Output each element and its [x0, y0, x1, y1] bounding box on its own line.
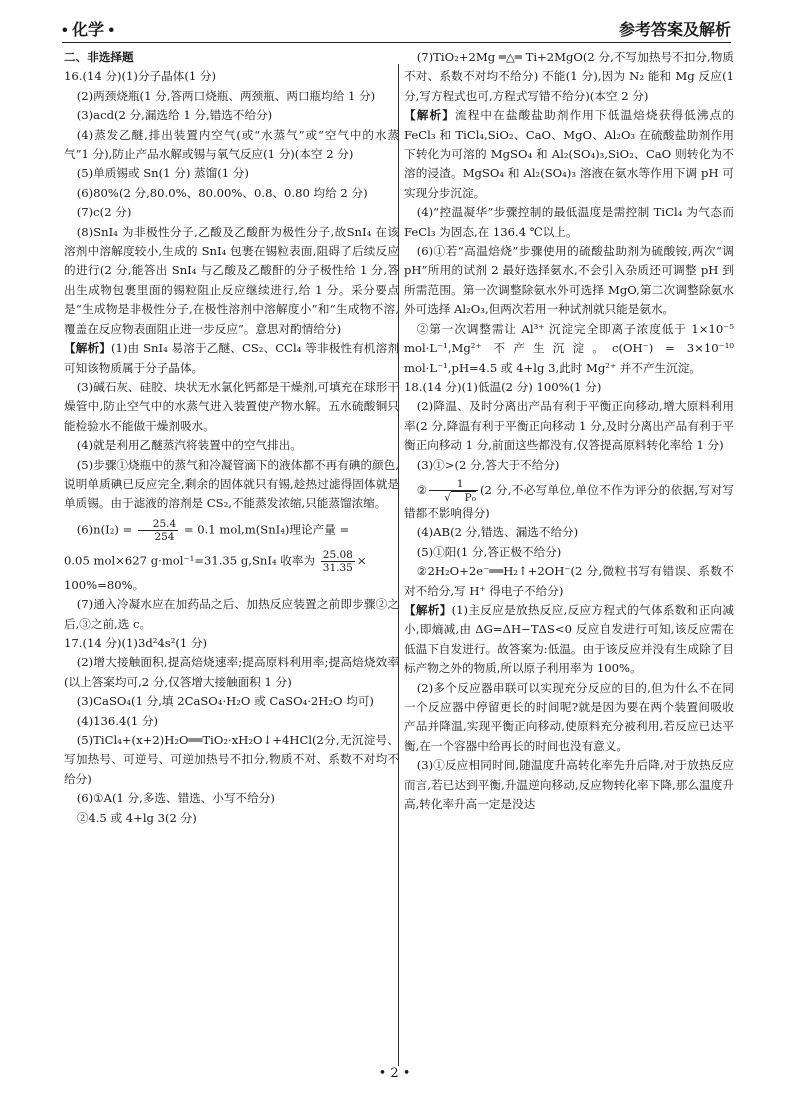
- q17-analysis-6b: ②第一次调整需让 Al³⁺ 沉淀完全即离子浓度低于 1×10⁻⁵ mol·L⁻¹,Mg²⁺ 不产生沉淀。c(OH⁻) = 3×10⁻¹⁰ mol·L⁻¹,pH=4.5 或 4+lg 3,此时 Mg²⁺ 并不产生沉淀。: [404, 321, 734, 375]
- q17-part6b: ②4.5 或 4+lg 3(2 分): [76, 810, 197, 825]
- fraction-1-den: 254: [154, 530, 175, 543]
- analysis-label: 【解析】: [64, 342, 111, 356]
- q18-head: 18.(14 分)(1)低温(2 分) 100%(1 分): [404, 379, 602, 394]
- fraction-1-num: 25.4: [138, 518, 178, 531]
- page-header: [62, 14, 731, 42]
- q18-part5b: ②2H₂O+2e⁻══H₂↑+2OH⁻(2 分,微粒书写有错误、系数不对不给分,写 H⁺ 得电子不给分): [404, 564, 734, 598]
- q16-jx6-a: (6)n(I₂) =: [76, 522, 133, 537]
- q18-part4: (4)AB(2 分,错选、漏选不给分): [416, 525, 579, 540]
- q18-part3b: [404, 478, 734, 523]
- fraction-2-den: 31.35: [322, 561, 353, 574]
- q16-analysis-5: (5)步骤①烧瓶中的蒸气和冷凝管滴下的液体都不再有碘的颜色,说明单质碘已反应完全,剩余的固体就只有锡,趁热过滤得固体就是单质锡。由于滤液的溶剂是 CS₂,不能蒸发浓缩,只能蒸馏浓缩。: [64, 457, 399, 511]
- q17-analysis-1-text: 流程中在盐酸盐助剂作用下低温焙烧获得低沸点的 FeCl₃ 和 TiCl₄,SiO₂、CaO、MgO、Al₂O₃ 在硫酸盐助剂作用下转化为可溶的 MgSO₄ 和 Al₂(SO₄)₃,SiO₂、CaO 则转化为不溶的浸渣。MgSO₄ 和 Al₂(SO₄)₃ 溶液在氨水等作用下调 pH 可实现分步沉淀。: [404, 108, 734, 200]
- q17-part7: (7)TiO₂+2Mg ═△═ Ti+2MgO(2 分,不写加热号不扣分,物质不对、系数不对均不给分) 不能(1 分),因为 N₂ 能和 Mg 反应(1 分,写方程式也可,方程式写错不给分)(本空 2 分): [404, 50, 734, 103]
- q17-analysis-4: (4)“控温凝华”步骤控制的最低温度是需控制 TiCl₄ 为气态而 FeCl₃ 为固态,在 136.4 ℃以上。: [404, 205, 734, 239]
- q16-part5: (5)单质锡或 Sn(1 分) 蒸馏(1 分): [76, 166, 249, 181]
- subject-label: • 化学 •: [62, 21, 115, 39]
- fraction-3-num: 1: [429, 478, 477, 491]
- left-column: [64, 48, 399, 828]
- q16-part7: (7)c(2 分): [76, 205, 132, 220]
- q17-part6: (6)①A(1 分,多选、错选、小写不给分): [76, 791, 275, 806]
- q18-analysis-1-text: (1)主反应是放热反应,反应方程式的气体系数和正向减小,即熵减,由 ΔG=ΔH−TΔS<0 反应自发进行可知,该反应需在低温下自发进行。故答案为:低温。由于该反应并没有生成除了目标产物之外的物质,所以原子利用率为 100%。: [404, 602, 734, 676]
- q16-jx6-d: ×: [356, 553, 367, 568]
- fraction-3: [429, 478, 477, 504]
- q16-part6: (6)80%(2 分,80.0%、80.00%、0.8、0.80 均给 2 分): [76, 185, 368, 200]
- q18-analysis-2: (2)多个反应器串联可以实现充分反应的目的,但为什么不在同一个反应器中停留更长的时间呢?就是因为要在两个装置间吸收产品并降温,实现平衡正向移动,使原料充分被利用,若反应已达平衡,在一个容器中给再长的时间也没有意义。: [404, 680, 734, 753]
- q18-3b-pre: ②: [416, 482, 428, 497]
- q16-analysis-3: (3)碱石灰、硅胶、块状无水氯化钙都是干燥剂,可填充在球形干燥管中,防止空气中的水蒸气进入装置使产物水解。五水硫酸铜只能检验水不能做干燥剂吸水。: [64, 379, 399, 433]
- q16-part4: (4)蒸发乙醚,排出装置内空气(或“水蒸气”或“空气中的水蒸气”1 分),防止产品水解或锡与氧气反应(1 分)(本空 2 分): [64, 127, 399, 162]
- q16-analysis-4: (4)就是利用乙醚蒸汽将装置中的空气排出。: [76, 438, 302, 453]
- q16-head: 16.(14 分)(1)分子晶体(1 分): [64, 69, 217, 84]
- analysis-label-right: 【解析】: [404, 109, 455, 123]
- q17-part2: (2)增大接触面积,提高焙烧速率;提高原料利用率;提高焙烧效率(以上答案均可,2 分,仅答增大接触面积 1 分): [64, 655, 399, 689]
- q16-part8: (8)SnI₄ 为非极性分子,乙酸及乙酸酐为极性分子,故SnI₄ 在该溶剂中溶解度较小,生成的 SnI₄ 包裹在锡粒表面,阻碍了后续反应的进行(2 分,能答出 SnI₄ 与乙酸及乙酸酐的分子极性给 1 分,答出生成物包裹里面的锡粒阻止反应继续进行,给 1 分。采分要点是“生成物是非极性分子,在极性溶剂中溶解度小”和“生成物不溶,覆盖在反应物表面阻止进一步反应”。意思对酌情给分): [64, 224, 399, 336]
- q16-analysis-6: [64, 518, 399, 543]
- q18-analysis-3: (3)①反应相同时间,随温度升高转化率先升后降,对于放热反应而言,若已达到平衡,升温逆向移动,反应物转化率下降,那么温度升高,转化率升高一定是没达: [404, 758, 734, 812]
- q16-analysis-1-text: (1)由 SnI₄ 易溶于乙醚、CS₂、CCl₄ 等非极性有机溶剂可知该物质属于分子晶体。: [64, 341, 399, 375]
- header-title: 参考答案及解析: [618, 21, 731, 39]
- q18-analysis-1: [404, 601, 734, 679]
- q17-head: 17.(14 分)(1)3d²4s²(1 分): [64, 635, 208, 650]
- right-column: [404, 48, 734, 814]
- q18-part5: (5)①阳(1 分,答正极不给分): [416, 544, 562, 559]
- q17-part4: (4)136.4(1 分): [76, 713, 159, 728]
- q17-part5: (5)TiCl₄+(x+2)H₂O══TiO₂·xH₂O↓+4HCl(2分,无沉淀号、写加热号、可逆号、可逆加热号不扣分,物质不对、系数不对均不给分): [64, 733, 399, 786]
- q16-jx6-b: = 0.1 mol,m(SnI₄)理论产量 =: [183, 522, 350, 537]
- q17-part3: (3)CaSO₄(1 分,填 2CaSO₄·H₂O 或 CaSO₄·2H₂O 均可): [76, 694, 374, 709]
- page-number: • 2 •: [378, 1066, 411, 1081]
- q16-analysis-7: (7)通入冷凝水应在加药品之后、加热反应装置之前即步骤②之后,③之前,选 c。: [64, 597, 399, 631]
- q16-analysis-6-line2: [64, 549, 399, 574]
- header-rule: [62, 42, 731, 43]
- q16-part2: (2)两颈烧瓶(1 分,答两口烧瓶、两颈瓶、两口瓶均给 1 分): [76, 88, 376, 103]
- fraction-2: [321, 549, 355, 574]
- analysis-label-q18: 【解析】: [404, 603, 452, 617]
- q16-part3: (3)acd(2 分,漏选给 1 分,错选不给分): [76, 108, 273, 123]
- q17-analysis-6: (6)①若“高温焙烧”步骤使用的硫酸盐助剂为硫酸铵,两次“调 pH”所用的试剂 2 最好选择氨水,不会引入杂质还可调整 pH 到所需范围。第一次调整除氨水外可选择 MgO,第二次调整除氨水外可选择 Al₂O₃,但两次若用一种试剂就只能是氨水。: [404, 244, 734, 317]
- q18-part2: (2)降温、及时分离出产品有利于平衡正向移动,增大原料利用率(2 分,降温有利于平衡正向移动 1 分,及时分离出产品有利于平衡正向移动 1 分,前面这些都没有,仅答提高原料转化率给 1 分): [404, 399, 734, 453]
- section-title: 二、非选择题: [64, 51, 134, 64]
- fraction-3-den: √ P₀: [444, 491, 476, 504]
- q18-part3: (3)①>(2 分,答大于不给分): [416, 457, 560, 472]
- q18-3b-post: (2 分,不必写单位,单位不作为评分的依据,写对写错都不影响得分): [404, 482, 734, 520]
- q16-analysis-6-line3: 100%=80%。: [64, 577, 145, 592]
- sqrt-body: P₀: [451, 491, 476, 504]
- fraction-1: [138, 518, 178, 543]
- fraction-2-num: 25.08: [322, 548, 353, 561]
- q16-analysis-1: [64, 339, 399, 378]
- q17-analysis-1: [404, 106, 734, 203]
- q16-jx6-c: 0.05 mol×627 g·mol⁻¹=31.35 g,SnI₄ 收率为: [64, 553, 316, 568]
